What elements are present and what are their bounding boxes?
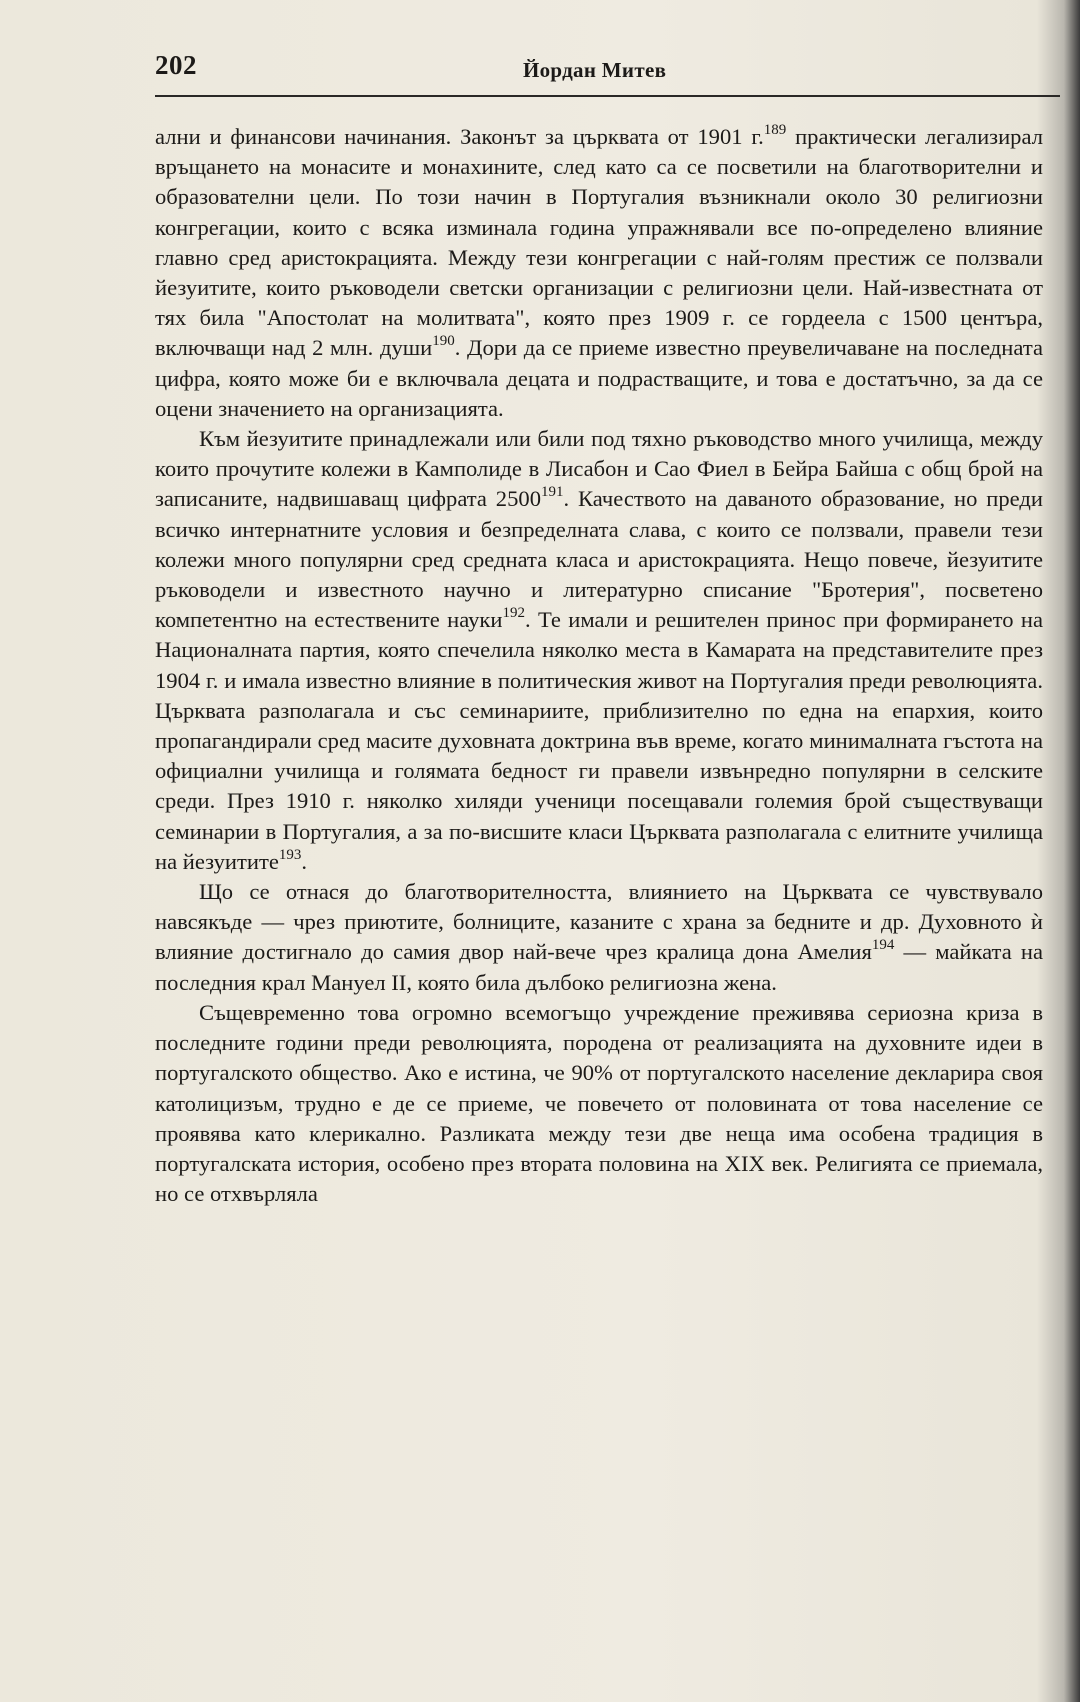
paragraph-text: .	[301, 848, 308, 874]
paragraph-text: ални и финансови начинания. Законът за църквата от 1901 г.	[155, 124, 764, 149]
paragraph-text: Към йезуитите принадлежали или били под тяхно ръководство много училища, между които прочутите колежи в Камполиде в Лисабон и Сао Фиел в Бейра Байша с общ брой на записаните, надвишаващ цифрата 2500	[155, 426, 1043, 512]
paragraph-text: . Дори да се приеме известно преувеличаване на последната цифра, която може би е включвала децата и подрастващите, и това е достатъчно, за да се оцени значението на организацията.	[155, 335, 1044, 421]
page-header	[155, 50, 1060, 96]
footnote-ref: 190	[432, 333, 455, 350]
paragraph	[155, 424, 1043, 877]
paragraph-text: практически легализирал връщането на монасите и монахините, след като са се посветили на благотворителни и образователни цели. По този начин в Португалия възникнали около 30 религиозни конгрегации, които с всяка изминала година упражнявали все по-определено влияние главно сред аристокрацията. Между тези конгрегации с най-голям престиж се ползвали йезуитите, които ръководели светски организации с религиозни цели. Най-известната от тях била "Апостолат на молитвата", която през 1909 г. се гордеела с 1500 центъра, включващи над 2 млн. души	[155, 124, 1043, 361]
footnote-ref: 192	[502, 605, 525, 622]
page-number: 202	[155, 50, 197, 80]
paragraph	[155, 998, 1043, 1209]
running-title: Йордан Митев	[523, 58, 667, 82]
body-text	[155, 122, 1043, 1209]
paragraph-text: . Качеството на даваното образование, но преди всичко интернатните условия и безпределната слава, с които се ползвали, правели тези колежи много популярни сред средната класа и аристокрацията. Нещо повече, йезуитите ръководели и известното научно и литературно списание "Бротерия", посветено компетентно на естествените науки	[155, 486, 1043, 633]
paragraph-text: Що се отнася до благотворителността, влиянието на Църквата се чувствувало навсякъде — чрез приютите, болниците, казаните с храна за бедните и др. Духовното ѝ влияние достигнало до самия двор най-вече чрез кралица дона Амелия	[155, 879, 1043, 965]
header-rule	[155, 95, 1060, 97]
footnote-ref: 194	[871, 937, 895, 954]
paragraph	[155, 877, 1043, 998]
footnote-ref: 193	[278, 846, 302, 863]
paragraph-text: — майката на последния крал Мануел II, която била дълбоко религиозна жена.	[155, 939, 1043, 995]
footnote-ref: 189	[763, 122, 787, 138]
footnote-ref: 191	[541, 484, 564, 501]
paragraph	[155, 122, 1043, 424]
paragraph-text: . Те имали и решителен принос при формирането на Националната партия, която спечелила няколко места в Камарата на представителите през 1904 г. и имала известно влияние в политическия живот на Португалия преди революцията. Църквата разполагала и със семинариите, приблизително по една на епархия, които пропагандирали сред масите духовната доктрина във време, когато минималната гъстота на официални училища и голямата бедност ги правели извънредно популярни в селските среди. През 1910 г. няколко хиляди ученици посещавали големия брой съществуващи семинарии в Португалия, а за по-висшите класи Църквата разполагала с елитните училища на йезуитите	[155, 607, 1043, 874]
paragraph-text: Същевременно това огромно всемогъщо учреждение преживява сериозна криза в последните години преди революцията, породена от реализацията на духовните идеи в португалското общество. Ако е истина, че 90% от португалското население декларира своя католицизъм, трудно е де се приеме, че повечето от половината от това население се проявява като клерикално. Разликата между тези две неща има особена традиция в португалската история, особено през втората половина на XIX век. Религията се приемала, но се отхвърляла	[155, 999, 1043, 1207]
